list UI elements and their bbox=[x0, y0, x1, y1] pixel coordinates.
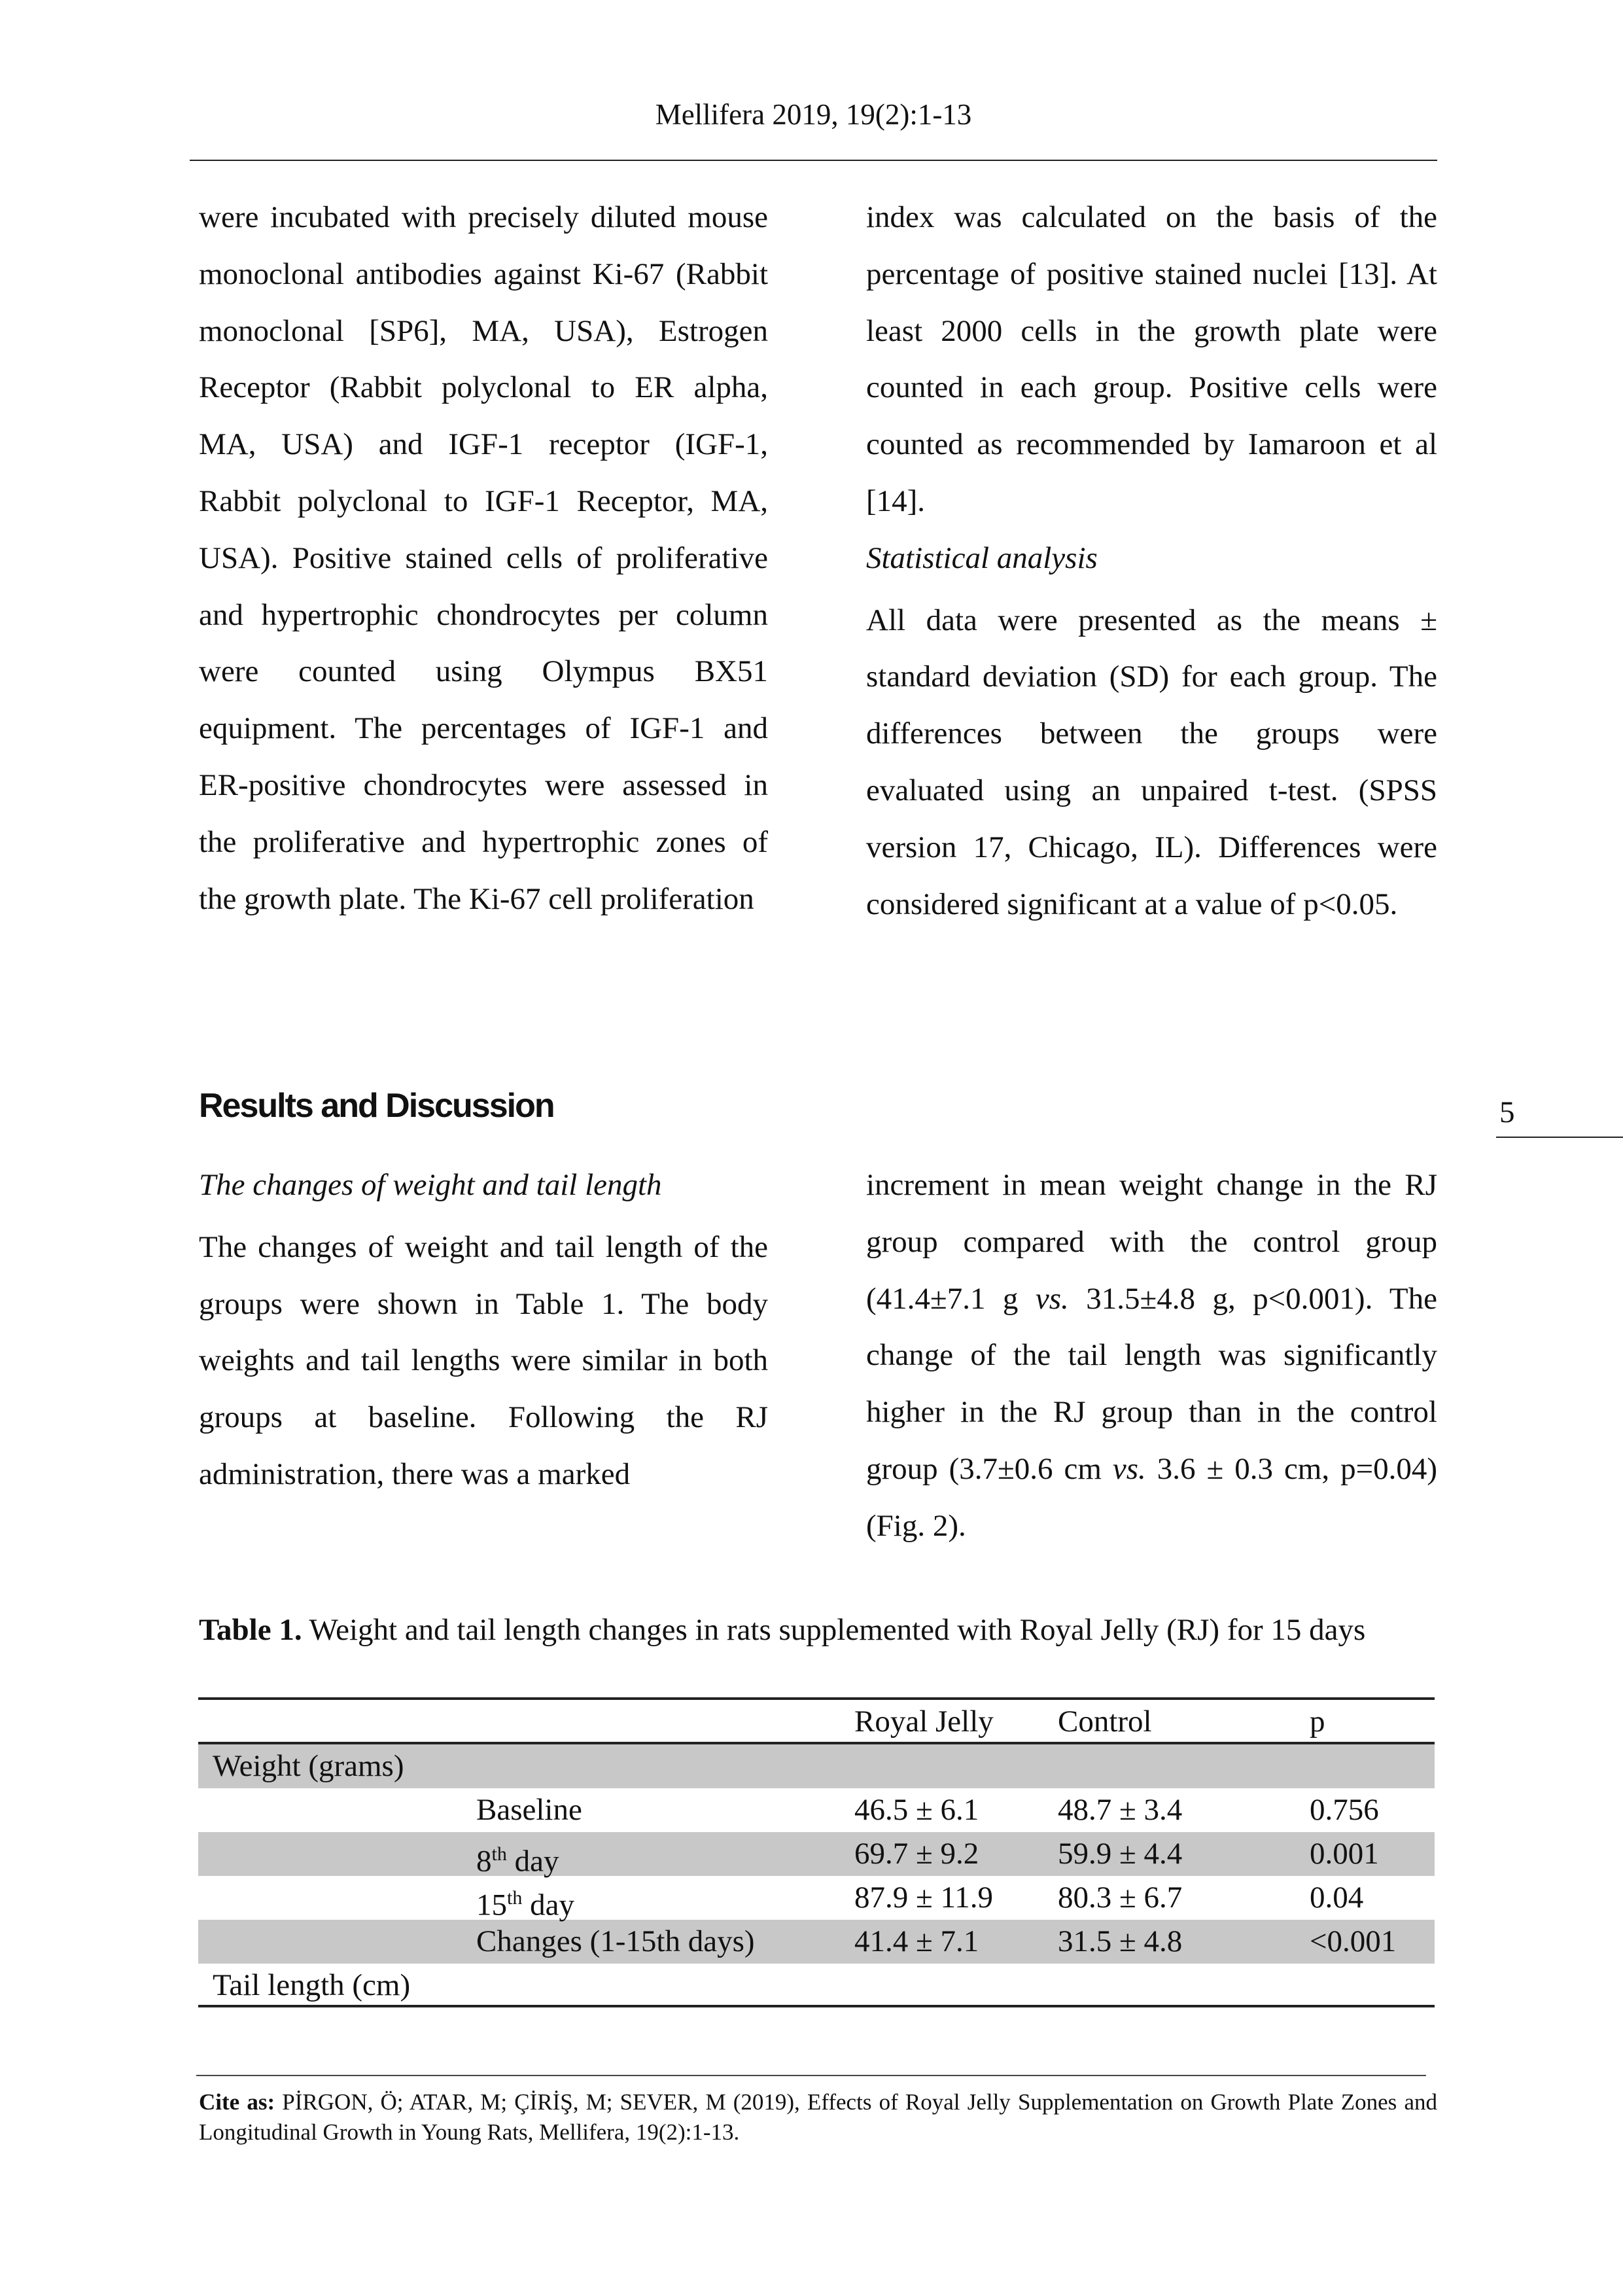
table-row bbox=[198, 1920, 1435, 1964]
cell-rj: 87.9 ± 11.9 bbox=[854, 1881, 994, 1915]
journal-header bbox=[190, 92, 1437, 161]
results-heading: Results and Discussion bbox=[199, 1087, 554, 1125]
footer-divider bbox=[196, 2075, 1426, 2076]
row-label-text: Changes (1-15th days) bbox=[476, 1924, 755, 1958]
table-cell-empty bbox=[198, 1920, 476, 1964]
cell-rj: 69.7 ± 9.2 bbox=[854, 1837, 979, 1871]
row-label-text: 8 bbox=[476, 1844, 492, 1879]
table-group-row bbox=[198, 1744, 1435, 1788]
table-header-row bbox=[198, 1697, 1435, 1744]
cell-p: 0.04 bbox=[1310, 1881, 1364, 1915]
methods-left-paragraph: were incubated with precisely diluted mouse monoclonal antibodies against Ki-67 (Rabbit monoclonal [SP6], MA, USA), Estrogen Receptor (Rabbit polyclonal to ER alpha, MA, USA) and IGF-1 receptor (IGF-1, Rabbit polyclonal to IGF-1 Receptor, MA, USA). Positive stained cells of proliferative and hypertrophic chondrocytes per column were counted using Olympus BX51 equipment. The percentages of IGF-1 and ER-positive chondrocytes were assessed in the proliferative and hypertrophic zones of the growth plate. The Ki-67 cell proliferation bbox=[199, 200, 768, 916]
results-left-column bbox=[199, 1157, 768, 1503]
row-label-rest: day bbox=[506, 1844, 559, 1879]
results-table bbox=[198, 1697, 1435, 2007]
table-group-row bbox=[198, 1964, 1435, 2007]
table-caption-label: Table 1. bbox=[199, 1613, 302, 1647]
table-caption bbox=[199, 1604, 1437, 1656]
cell-control: 80.3 ± 6.7 bbox=[1058, 1881, 1183, 1915]
row-label bbox=[476, 1832, 854, 1879]
table-header-control: Control bbox=[1058, 1704, 1152, 1739]
row-label-rest: day bbox=[522, 1888, 574, 1922]
cell-control: 48.7 ± 3.4 bbox=[1058, 1793, 1183, 1827]
group-weight-label: Weight (grams) bbox=[213, 1749, 404, 1783]
vs-italic: vs. bbox=[1035, 1281, 1069, 1316]
results-right-column bbox=[866, 1157, 1437, 1555]
cell-rj: 46.5 ± 6.1 bbox=[854, 1793, 979, 1827]
page-number bbox=[1496, 1089, 1623, 1138]
methods-left-column bbox=[199, 189, 768, 927]
table-header-cell bbox=[476, 1700, 854, 1742]
statistical-analysis-paragraph: All data were presented as the means ± standard deviation (SD) for each group. The differences between the groups were evaluated using an unpaired t-test. (SPSS version 17, Chicago, IL). Differences were considered significant at a value of p<0.05. bbox=[866, 603, 1437, 921]
row-label bbox=[476, 1788, 854, 1832]
row-label-sup: th bbox=[491, 1843, 507, 1865]
results-right-text-1: increment in mean weight change in the RJ group compared with the control group (41.4±7.1 g bbox=[866, 1168, 1437, 1316]
table-header-p: p bbox=[1310, 1704, 1325, 1739]
results-right-paragraph bbox=[866, 1157, 1437, 1555]
row-label-sup: th bbox=[507, 1887, 523, 1909]
table-row bbox=[198, 1832, 1435, 1879]
results-subheading: The changes of weight and tail length bbox=[199, 1168, 662, 1202]
cell-control: 31.5 ± 4.8 bbox=[1058, 1924, 1183, 1958]
row-label-text: Baseline bbox=[476, 1793, 582, 1827]
cell-control: 59.9 ± 4.4 bbox=[1058, 1837, 1183, 1871]
results-left-paragraph: The changes of weight and tail length of the groups were shown in Table 1. The body weights and tail lengths were similar in both groups at baseline. Following the RJ administration, there was a marked bbox=[199, 1229, 768, 1491]
cell-p: 0.756 bbox=[1310, 1793, 1379, 1827]
cell-p: <0.001 bbox=[1310, 1924, 1397, 1958]
journal-header-text: Mellifera 2019, 19(2):1-13 bbox=[655, 98, 972, 131]
table-cell-empty bbox=[198, 1832, 476, 1876]
table-cell-empty bbox=[198, 1876, 476, 1920]
methods-right-column bbox=[866, 189, 1437, 932]
table-header-cell bbox=[198, 1700, 476, 1742]
group-tail-label: Tail length (cm) bbox=[213, 1968, 411, 2002]
vs-italic: vs. bbox=[1112, 1451, 1146, 1486]
cell-p: 0.001 bbox=[1310, 1837, 1379, 1871]
results-right-text-2: 31.5±4.8 g, p<0.001). The change of the tail length was significantly higher in the RJ group than in the control group (3.7±0.6 cm bbox=[866, 1281, 1437, 1486]
table-caption-text: Weight and tail length changes in rats supplemented with Royal Jelly (RJ) for 15 days bbox=[302, 1613, 1366, 1647]
table-header-royal-jelly: Royal Jelly bbox=[854, 1704, 994, 1739]
row-label-text: 15 bbox=[476, 1888, 507, 1922]
cell-rj: 41.4 ± 7.1 bbox=[854, 1924, 979, 1958]
citation bbox=[199, 2087, 1437, 2147]
table-row bbox=[198, 1788, 1435, 1832]
table-row bbox=[198, 1876, 1435, 1920]
table-cell-empty bbox=[198, 1788, 476, 1832]
citation-label: Cite as: bbox=[199, 2089, 275, 2115]
statistical-analysis-heading: Statistical analysis bbox=[866, 540, 1098, 575]
row-label bbox=[476, 1920, 854, 1964]
page-number-text: 5 bbox=[1499, 1095, 1515, 1129]
methods-right-paragraph: index was calculated on the basis of the percentage of positive stained nuclei [13]. At least 2000 cells in the growth plate were counted in each group. Positive cells were counted as recommended by Iamaroon et al [14]. bbox=[866, 200, 1437, 518]
results-right-text-3: 3.6 ± 0.3 cm, p=0.04) (Fig. 2). bbox=[866, 1451, 1437, 1543]
citation-text: PİRGON, Ö; ATAR, M; ÇİRİŞ, M; SEVER, M (2019), Effects of Royal Jelly Supplementation on Growth Plate Zones and Longitudinal Growth in Young Rats, Mellifera, 19(2):1-13. bbox=[199, 2089, 1437, 2145]
row-label bbox=[476, 1876, 854, 1920]
